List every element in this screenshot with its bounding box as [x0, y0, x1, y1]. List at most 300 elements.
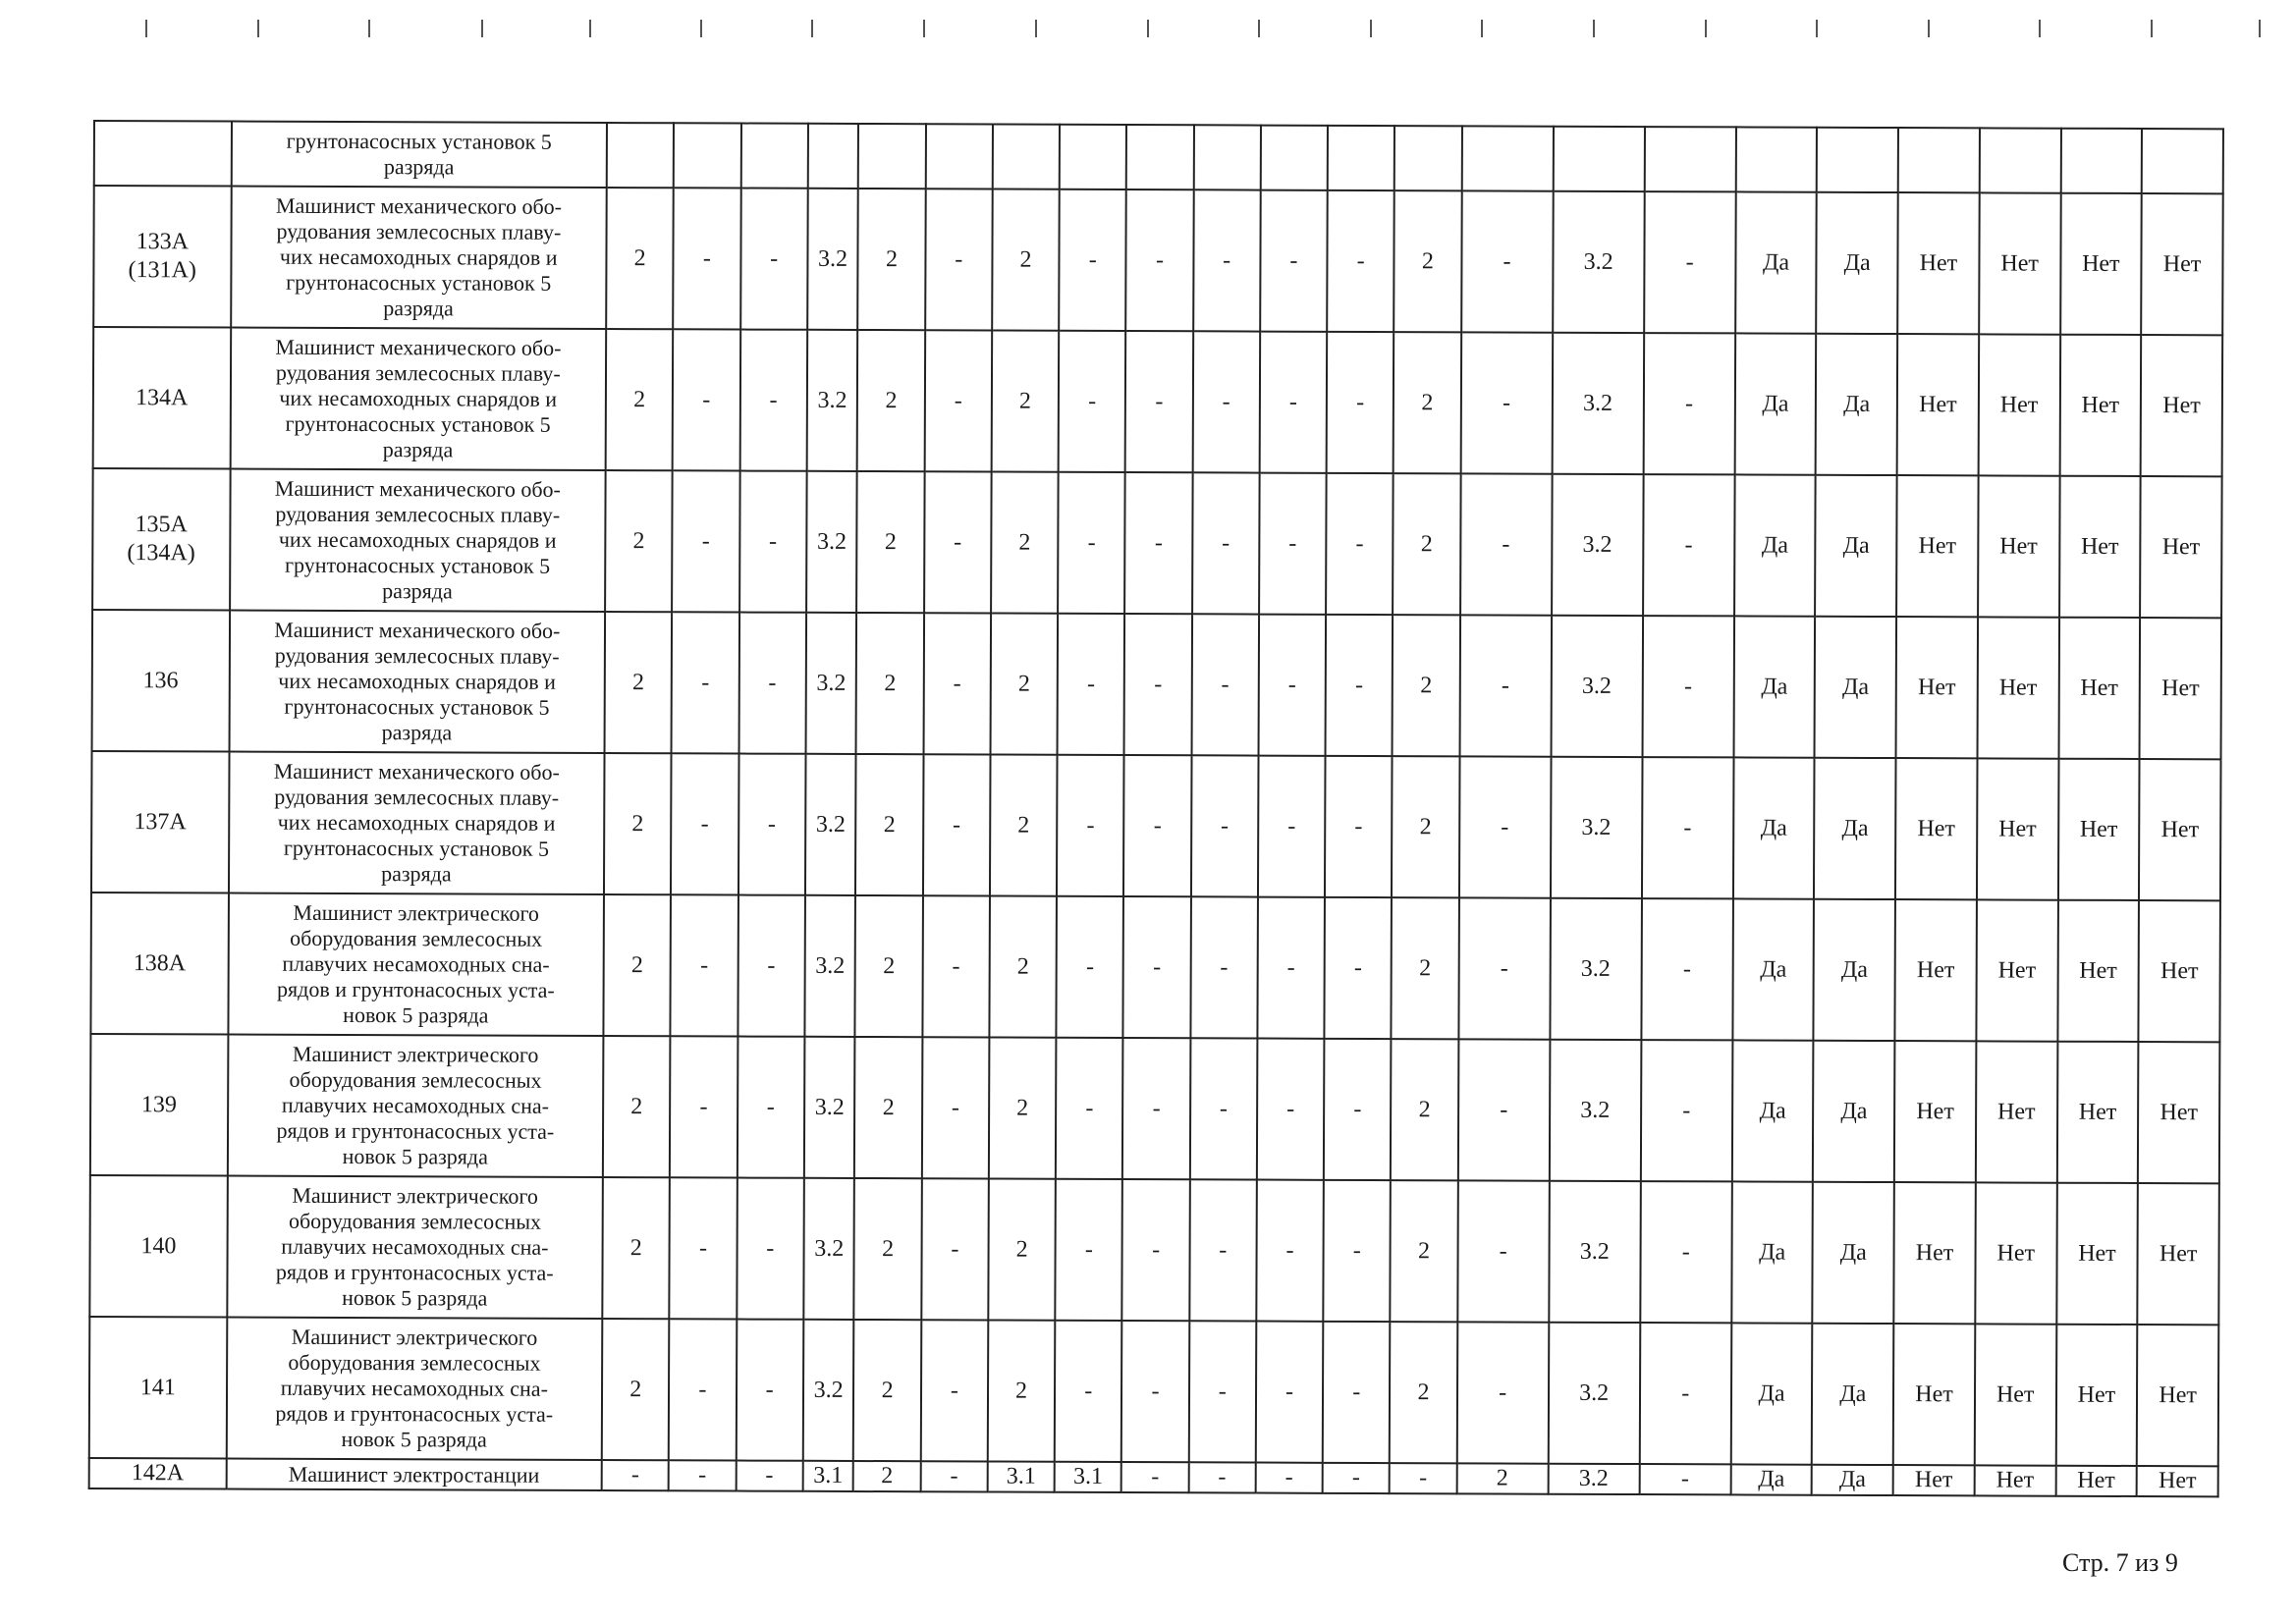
value-cell: -	[1055, 1321, 1122, 1462]
value-cell: -	[1057, 755, 1124, 896]
cell-line: оборудования землесосных	[288, 1208, 542, 1234]
scan-tick	[2039, 20, 2041, 37]
value-cell: -	[737, 1037, 804, 1178]
page-number: Стр. 7 из 9	[2062, 1548, 2178, 1577]
cell-line: рудования землесосных плаву-	[275, 359, 561, 386]
value-cell: 2	[857, 330, 925, 471]
value-cell: 2	[1391, 1039, 1458, 1180]
empty-cell	[1461, 126, 1553, 190]
value-cell: -	[1644, 191, 1736, 333]
value-cell: Нет	[1978, 334, 2059, 475]
value-cell: Нет	[2057, 759, 2139, 900]
value-cell: -	[1325, 756, 1393, 897]
value-cell: 3.2	[805, 613, 856, 754]
empty-cell	[858, 124, 925, 189]
scan-edge-marks	[0, 0, 2296, 69]
value-cell: -	[1059, 331, 1126, 472]
value-cell: Да	[1730, 1464, 1812, 1494]
value-cell: -	[1639, 1323, 1731, 1464]
row-desc-cell	[229, 752, 605, 894]
value-cell: -	[1257, 1039, 1325, 1180]
value-cell: 3.2	[806, 330, 857, 471]
table-row	[90, 1034, 2220, 1183]
cell-line: плавучих несамоходных сна-	[282, 950, 550, 977]
value-cell: Нет	[2056, 1183, 2138, 1325]
scan-tick	[700, 20, 702, 37]
value-cell: Да	[1732, 1040, 1814, 1181]
value-cell: 3.2	[1553, 191, 1645, 333]
cell-line: рудования землесосных плаву-	[274, 642, 560, 669]
value-cell: -	[1058, 614, 1125, 755]
value-cell: Нет	[2141, 335, 2222, 476]
value-cell: Нет	[2055, 1466, 2137, 1496]
value-cell: 2	[1391, 1180, 1458, 1322]
value-cell: -	[1390, 1463, 1456, 1493]
value-cell: -	[1643, 474, 1735, 616]
scan-tick	[368, 20, 370, 37]
cell-line: оборудования землесосных	[288, 1349, 541, 1376]
value-cell: 2	[1394, 190, 1462, 332]
cell-line: грунтонасосных установок 5	[284, 693, 550, 720]
cell-line: плавучих несамоходных сна-	[281, 1092, 550, 1118]
value-cell: -	[921, 1178, 989, 1320]
value-cell: -	[1327, 332, 1394, 473]
row-desc-cell	[231, 187, 607, 329]
value-cell: -	[1641, 898, 1733, 1040]
value-cell: Нет	[1979, 192, 2060, 334]
value-cell: 3.2	[803, 1320, 854, 1461]
value-cell: Нет	[1975, 1324, 2056, 1465]
cell-line: 134А	[135, 384, 189, 410]
empty-cell	[1735, 127, 1817, 191]
value-cell: 2	[606, 329, 674, 470]
value-cell: 2	[1393, 473, 1460, 615]
value-cell: 2	[857, 471, 925, 613]
table-row	[89, 1175, 2219, 1325]
value-cell: Нет	[1895, 758, 1977, 899]
value-cell: -	[1457, 1180, 1550, 1322]
value-cell: 2	[992, 189, 1060, 331]
value-cell: -	[923, 754, 991, 895]
value-cell: Нет	[2137, 1325, 2218, 1466]
cell-line: плавучих несамоходных сна-	[280, 1375, 548, 1401]
value-cell: -	[1325, 897, 1393, 1039]
value-cell: 3.2	[1548, 1464, 1639, 1494]
empty-cell	[1328, 126, 1394, 190]
value-cell: 2	[854, 1037, 922, 1178]
value-cell: 3.1	[802, 1461, 853, 1491]
cell-line: грунтонасосных установок 5	[285, 410, 551, 437]
value-cell: Да	[1812, 1324, 1893, 1465]
value-cell: Да	[1817, 192, 1898, 334]
cell-line: грунтонасосных установок 5	[286, 269, 552, 296]
empty-cell	[2142, 129, 2223, 193]
row-id-cell	[92, 610, 230, 752]
empty-cell	[1060, 125, 1126, 189]
value-cell: Нет	[1896, 475, 1978, 617]
value-cell: -	[1258, 756, 1326, 897]
scan-tick	[1816, 20, 1818, 37]
cell-line: разряда	[381, 861, 452, 887]
empty-cell	[1817, 128, 1898, 192]
scan-tick	[257, 20, 259, 37]
value-cell: -	[1640, 1181, 1732, 1323]
scan-tick	[1481, 20, 1483, 37]
empty-cell	[808, 124, 859, 189]
workplace-assessment-table	[88, 120, 2224, 1497]
value-cell: -	[1123, 755, 1191, 896]
value-cell: -	[737, 1178, 804, 1320]
cell-line: Машинист механического обо-	[275, 334, 562, 360]
value-cell: 2	[606, 188, 674, 329]
value-cell: Нет	[1897, 192, 1979, 334]
value-cell: Нет	[2140, 618, 2221, 759]
empty-cell	[1644, 127, 1735, 191]
cell-line: Машинист электрического	[292, 1041, 539, 1067]
cell-line: рудования землесосных плаву-	[276, 218, 562, 244]
value-cell: 2	[605, 612, 673, 753]
scan-tick	[481, 20, 483, 37]
value-cell: -	[1123, 896, 1191, 1038]
value-cell: 3.2	[804, 1037, 855, 1178]
value-cell: Нет	[1978, 475, 2059, 617]
value-cell: Нет	[1897, 334, 1979, 475]
value-cell: Нет	[1896, 617, 1978, 758]
value-cell: -	[672, 470, 739, 612]
value-cell: 2	[988, 1321, 1056, 1462]
empty-cell	[1126, 125, 1193, 189]
value-cell: -	[1326, 473, 1394, 615]
value-cell: Нет	[2139, 900, 2220, 1042]
empty-cell	[925, 124, 992, 189]
row-id-cell	[89, 1317, 227, 1459]
cell-line: рядов и грунтонасосных уста-	[275, 1400, 554, 1427]
cell-line: рядов и грунтонасосных уста-	[277, 976, 555, 1002]
value-cell: -	[1326, 615, 1394, 756]
value-cell: Нет	[1976, 1041, 2057, 1182]
value-cell: -	[1256, 1322, 1324, 1463]
empty-cell	[1980, 128, 2061, 192]
empty-cell	[674, 123, 740, 188]
row-desc-cell	[227, 1176, 603, 1319]
value-cell: 2	[855, 754, 923, 895]
row-desc-cell	[227, 1035, 603, 1177]
value-cell: 3.2	[1549, 1040, 1641, 1181]
empty-cell	[1394, 126, 1461, 190]
value-cell: Да	[1732, 898, 1814, 1040]
cell-line: грунтонасосных установок 5	[286, 128, 552, 154]
scan-tick	[1370, 20, 1372, 37]
value-cell: -	[1459, 615, 1552, 756]
document-sheet	[88, 120, 2224, 1497]
cell-line: оборудования землесосных	[290, 925, 543, 951]
value-cell: -	[1124, 472, 1192, 614]
value-cell: 3.2	[804, 895, 855, 1037]
row-id-cell	[90, 1034, 228, 1176]
cell-line: рядов и грунтонасосных уста-	[275, 1259, 554, 1285]
value-cell: -	[1642, 616, 1734, 757]
value-cell: 2	[1390, 1322, 1457, 1463]
value-cell: -	[1191, 755, 1259, 896]
value-cell: -	[739, 330, 807, 471]
value-cell: -	[1190, 1038, 1258, 1179]
row-desc-cell	[231, 122, 607, 188]
value-cell: Да	[1730, 1323, 1812, 1464]
value-cell: -	[1460, 332, 1553, 473]
row-desc-cell	[229, 611, 605, 753]
value-cell: 2	[1394, 332, 1461, 473]
value-cell: -	[1126, 189, 1194, 331]
value-cell: -	[1056, 1038, 1123, 1179]
value-cell: 3.1	[1055, 1462, 1121, 1492]
value-cell: 2	[988, 1179, 1056, 1321]
row-id-cell	[90, 893, 228, 1035]
scan-tick	[2151, 20, 2153, 37]
value-cell: -	[922, 895, 990, 1037]
value-cell: -	[1323, 1322, 1391, 1463]
cell-line: 137А	[134, 808, 187, 835]
empty-cell	[993, 125, 1060, 189]
cell-line: разряда	[381, 720, 453, 745]
empty-cell	[1261, 126, 1328, 190]
value-cell: -	[738, 613, 806, 754]
cell-line: 142А	[131, 1460, 185, 1487]
value-cell: 2	[989, 1038, 1057, 1179]
value-cell: -	[924, 330, 992, 471]
value-cell: -	[670, 1177, 738, 1319]
value-cell: -	[673, 188, 740, 329]
scan-tick	[1147, 20, 1149, 37]
cell-line: чих несамоходных снарядов и	[278, 668, 556, 694]
value-cell: Да	[1731, 1181, 1813, 1323]
value-cell: 2	[604, 753, 672, 894]
value-cell: 3.2	[806, 471, 857, 613]
value-cell: Нет	[2138, 1183, 2219, 1325]
row-id-cell	[92, 468, 230, 611]
cell-line: Машинист механического обо-	[273, 758, 560, 784]
value-cell: -	[1461, 190, 1554, 332]
value-cell: -	[1188, 1462, 1255, 1492]
cell-line: Машинист электрического	[293, 899, 540, 926]
value-cell: Нет	[2141, 193, 2222, 335]
row-id-cell	[89, 1458, 227, 1489]
value-cell: Да	[1815, 475, 1896, 617]
value-cell: -	[1639, 1464, 1730, 1494]
value-cell: Нет	[1976, 899, 2057, 1041]
value-cell: 2	[853, 1320, 921, 1461]
value-cell: -	[669, 1319, 737, 1460]
row-id-cell	[89, 1175, 227, 1318]
value-cell: -	[1192, 331, 1260, 472]
cell-line: 133А	[136, 229, 190, 255]
value-cell: Да	[1734, 333, 1816, 474]
value-cell: -	[1191, 614, 1259, 755]
row-id-cell	[93, 186, 231, 328]
cell-line: чих несамоходных снарядов и	[278, 526, 557, 553]
row-desc-cell	[228, 893, 604, 1036]
value-cell: Нет	[2059, 476, 2141, 618]
value-cell: 3.2	[1549, 1181, 1641, 1323]
value-cell: Нет	[1975, 1182, 2056, 1324]
scan-tick	[1705, 20, 1707, 37]
value-cell: Нет	[2137, 1466, 2218, 1496]
value-cell: -	[671, 753, 738, 894]
cell-line: разряда	[383, 296, 454, 321]
value-cell: -	[1643, 333, 1735, 474]
cell-line: (131А)	[128, 257, 196, 284]
value-cell: -	[670, 1036, 738, 1177]
value-cell: 2	[853, 1461, 920, 1491]
value-cell: 2	[990, 614, 1058, 755]
cell-line: новок 5 разряда	[343, 1001, 489, 1028]
value-cell: -	[669, 1460, 736, 1490]
table-row	[92, 610, 2222, 759]
cell-line: 139	[140, 1091, 177, 1117]
cell-line: чих несамоходных снарядов и	[279, 243, 558, 270]
scan-tick	[1593, 20, 1595, 37]
value-cell: -	[1258, 615, 1326, 756]
value-cell: Нет	[1977, 758, 2058, 899]
value-cell: Нет	[2055, 1325, 2137, 1466]
value-cell: -	[1059, 189, 1126, 331]
value-cell: Нет	[2058, 618, 2140, 759]
value-cell: 3.2	[803, 1178, 854, 1320]
cell-line: Машинист электрического	[292, 1182, 538, 1209]
empty-cell	[1553, 127, 1644, 191]
value-cell: 2	[855, 895, 923, 1037]
value-cell: Нет	[1895, 899, 1977, 1041]
value-cell: -	[1121, 1321, 1189, 1462]
cell-line: Машинист механического обо-	[275, 192, 563, 219]
value-cell: 3.2	[1552, 474, 1644, 616]
value-cell: -	[736, 1461, 802, 1491]
cell-line: новок 5 разряда	[342, 1143, 488, 1169]
row-id-cell	[91, 751, 229, 893]
cell-line: 140	[140, 1232, 177, 1259]
cell-line: разряда	[382, 437, 454, 462]
table-row	[89, 1317, 2219, 1466]
cell-line: рядов и грунтонасосных уста-	[276, 1117, 555, 1144]
value-cell: -	[1259, 473, 1327, 615]
table-row	[92, 468, 2222, 618]
cell-line: рудования землесосных плаву-	[275, 501, 561, 527]
value-cell: -	[925, 189, 993, 330]
value-cell: 3.2	[1548, 1323, 1640, 1464]
value-cell: 2	[602, 1177, 670, 1319]
value-cell: 2	[989, 896, 1057, 1038]
value-cell: Да	[1735, 191, 1817, 333]
value-cell: Нет	[2140, 476, 2221, 618]
value-cell: -	[924, 471, 992, 613]
cell-line: новок 5 разряда	[341, 1426, 487, 1452]
row-desc-cell	[226, 1459, 602, 1490]
row-desc-cell	[230, 328, 606, 470]
value-cell: 2	[856, 613, 924, 754]
value-cell: Нет	[1893, 1465, 1975, 1495]
row-id-cell	[93, 327, 231, 469]
value-cell: -	[1260, 332, 1328, 473]
value-cell: -	[740, 189, 808, 330]
empty-cell	[1193, 125, 1260, 189]
row-desc-cell	[226, 1318, 602, 1460]
value-cell: -	[736, 1320, 803, 1461]
value-cell: Да	[1813, 1041, 1894, 1182]
value-cell: Нет	[2059, 335, 2141, 476]
value-cell: -	[1256, 1463, 1323, 1493]
value-cell: Нет	[2060, 193, 2142, 335]
value-cell: 3.2	[1551, 616, 1643, 757]
row-id-cell	[94, 121, 232, 187]
value-cell: -	[1124, 614, 1192, 755]
cell-line: 136	[142, 667, 179, 693]
cell-line: 135А	[135, 512, 188, 538]
empty-cell	[607, 123, 674, 188]
value-cell: 2	[602, 1319, 670, 1460]
value-cell: Нет	[1974, 1465, 2055, 1495]
value-cell: -	[672, 612, 739, 753]
value-cell: -	[602, 1460, 669, 1490]
cell-line: грунтонасосных установок 5	[284, 552, 551, 578]
value-cell: 3.2	[805, 754, 856, 895]
empty-cell	[740, 124, 807, 189]
value-cell: -	[1122, 1179, 1190, 1321]
value-cell: Нет	[2057, 900, 2139, 1042]
value-cell: -	[1458, 897, 1551, 1039]
scan-tick	[1035, 20, 1037, 37]
value-cell: Да	[1813, 1182, 1894, 1324]
value-cell: Да	[1734, 474, 1816, 616]
value-cell: -	[923, 613, 991, 754]
cell-line: чих несамоходных снарядов и	[279, 385, 558, 411]
value-cell: Нет	[1894, 1041, 1976, 1182]
value-cell: 2	[992, 331, 1060, 472]
cell-line: Машинист электростанции	[288, 1461, 540, 1488]
value-cell: -	[1641, 1040, 1733, 1181]
value-cell: -	[1125, 331, 1193, 472]
scan-tick	[923, 20, 925, 37]
value-cell: -	[1456, 1322, 1549, 1463]
value-cell: 2	[603, 1036, 671, 1177]
scan-tick	[145, 20, 147, 37]
value-cell: 2	[990, 755, 1058, 896]
value-cell: -	[738, 895, 805, 1037]
value-cell: 3.2	[807, 189, 858, 330]
value-cell: -	[1121, 1462, 1188, 1492]
value-cell: -	[1324, 1039, 1392, 1180]
cell-line: плавучих несамоходных сна-	[281, 1233, 549, 1260]
value-cell: Нет	[1893, 1324, 1975, 1465]
value-cell: 3.1	[988, 1462, 1055, 1492]
value-cell: -	[1327, 190, 1394, 332]
value-cell: -	[1460, 473, 1553, 615]
scan-tick	[1928, 20, 1930, 37]
value-cell: -	[671, 894, 738, 1036]
value-cell: -	[922, 1037, 990, 1178]
value-cell: Нет	[1893, 1182, 1975, 1324]
value-cell: -	[1193, 189, 1261, 331]
value-cell: -	[1055, 1179, 1122, 1321]
cell-line: Машинист электрического	[291, 1324, 538, 1350]
value-cell: -	[1459, 756, 1552, 897]
value-cell: Да	[1733, 757, 1815, 898]
cell-line: Машинист механического обо-	[274, 475, 561, 502]
value-cell: -	[1323, 1463, 1390, 1493]
table-row	[93, 186, 2223, 335]
value-cell: -	[1122, 1038, 1190, 1179]
value-cell: Да	[1815, 617, 1896, 758]
value-cell: -	[1260, 190, 1328, 332]
value-cell: 2	[1456, 1463, 1548, 1493]
